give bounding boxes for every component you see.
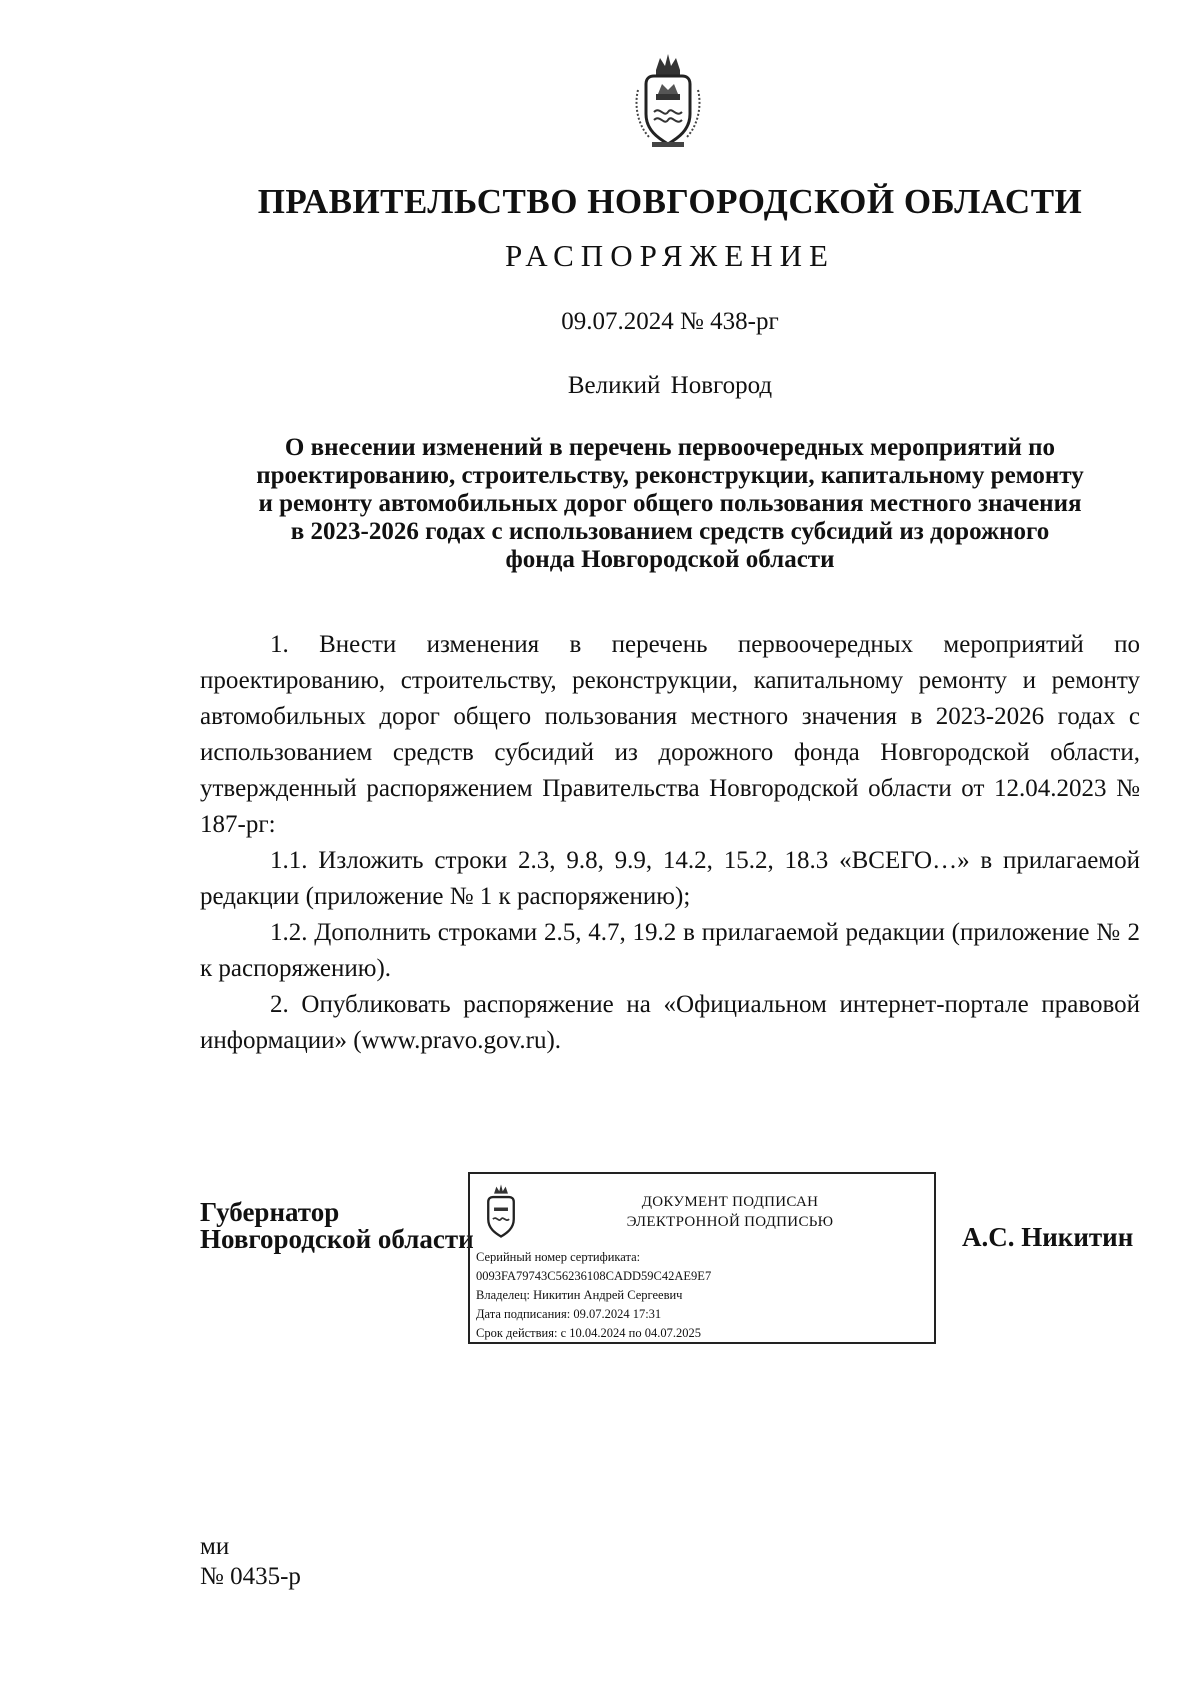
position-line: Губернатор (200, 1197, 340, 1227)
stamp-title (530, 1192, 930, 1232)
signing-date: Дата подписания: 09.07.2024 17:31 (476, 1307, 662, 1321)
document-type: РАСПОРЯЖЕНИЕ (505, 238, 835, 273)
position-line: Новгородской области (200, 1224, 474, 1254)
document-footer (200, 1532, 301, 1592)
subject-line: в 2023-2026 годах с использованием средств субсидий из дорожного (290, 518, 1050, 545)
e-signature-stamp (468, 1172, 936, 1344)
paragraph-1-1: 1.1. Изложить строки 2.3, 9.8, 9.9, 14.2, 15.2, 18.3 «ВСЕГО…» в прилагаемой редакции (приложение № 1 к распоряжению); (200, 847, 1140, 910)
subject-line: и ремонту автомобильных дорог общего пользования местного значения (258, 490, 1082, 517)
document-date-number: 09.07.2024 № 438-рг (561, 308, 779, 335)
stamp-details (476, 1248, 711, 1343)
document-body (200, 627, 1140, 1059)
certificate-owner: Владелец: Никитин Андрей Сергеевич (476, 1288, 683, 1302)
certificate-label: Серийный номер сертификата: (476, 1250, 641, 1264)
footer-code: № 0435-р (200, 1563, 301, 1590)
paragraph-2: 2. Опубликовать распоряжение на «Официальном интернет-портале правовой информации» (www.pravo.gov.ru). (200, 991, 1140, 1054)
certificate-validity: Срок действия: с 10.04.2024 по 04.07.2025 (476, 1326, 701, 1340)
document-place: Великий Новгород (567, 372, 773, 399)
signatory-name: А.С. Никитин (962, 1222, 1134, 1252)
organization-title: ПРАВИТЕЛЬСТВО НОВГОРОДСКОЙ ОБЛАСТИ (257, 182, 1083, 221)
paragraph-1-2: 1.2. Дополнить строками 2.5, 4.7, 19.2 в прилагаемой редакции (приложение № 2 к распоряжению). (200, 919, 1140, 982)
subject-line: О внесении изменений в перечень первоочередных мероприятий по (284, 434, 1056, 461)
footer-initials: ми (200, 1533, 230, 1560)
signatory-position (200, 1199, 474, 1253)
subject-line: фонда Новгородской области (505, 546, 835, 573)
certificate-number: 0093FA79743C56236108CADD59C42AE9E7 (476, 1269, 712, 1283)
coat-of-arms-icon (480, 1182, 522, 1240)
stamp-title-line: ЭЛЕКТРОННОЙ ПОДПИСЬЮ (626, 1214, 834, 1230)
paragraph-1: 1. Внести изменения в перечень первоочередных мероприятий по проектированию, строительству, реконструкции, капитальному ремонту и ремонту автомобильных дорог общего пользования местного значения в 2023-2026 годах с использованием средств субсидий из дорожного фонда Новгородской области, утвержденный распоряжением Правительства Новгородской области от 12.04.2023 № 187-рг: (200, 631, 1140, 838)
coat-of-arms-icon (632, 50, 704, 150)
document-subject (200, 434, 1140, 574)
subject-line: проектированию, строительству, реконструкции, капитальному ремонту (256, 462, 1084, 489)
stamp-title-line: ДОКУМЕНТ ПОДПИСАН (641, 1194, 819, 1210)
